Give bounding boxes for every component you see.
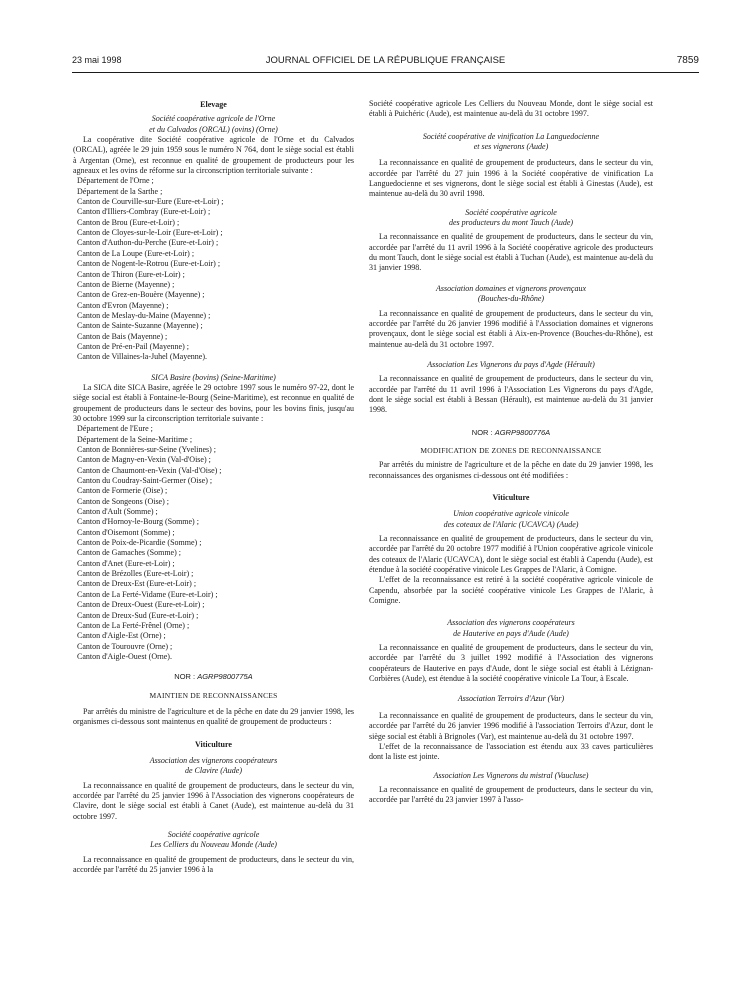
nor-code-2: AGRP9800776A <box>494 427 551 437</box>
territory-list-item: Canton de Brou (Eure-et-Loir) ; <box>77 217 180 227</box>
territory-list-item: Canton de Thiron (Eure-et-Loir) ; <box>77 269 185 279</box>
entry-title-tauch-line1: Société coopérative agricole <box>465 207 557 217</box>
entry-title-terroirs-azur: Association Terroirs d'Azur (Var) <box>457 694 565 704</box>
territory-list-item: Canton de Dreux-Sud (Eure-et-Loir) ; <box>77 610 199 620</box>
entry-title-celliers-line1: Société coopérative agricole <box>167 830 260 839</box>
entry-title-celliers-line2: Les Celliers du Nouveau Monde (Aude) <box>150 840 277 850</box>
entry-title-mistral: Association Les Vignerons du mistral (Vaucluse) <box>433 770 589 780</box>
left-column <box>73 100 354 875</box>
header-date: 23 mai 1998 <box>72 55 122 65</box>
paragraph-modification: Par arrêtés du ministre de l'agriculture et de la pêche en date du 29 janvier 1998, les reconnaissances des organismes ci-dessous ont été modifiées : <box>369 460 653 480</box>
territory-list-item: Canton de Courville-sur-Eure (Eure-et-Loir) ; <box>77 197 224 207</box>
territory-list-item: Canton de Dreux-Ouest (Eure-et-Loir) ; <box>77 600 205 610</box>
nor-label-2: NOR : <box>471 427 495 437</box>
entry-title-ucavca-line1: Union coopérative agricole vinicole <box>453 509 569 519</box>
territory-list-item: Canton de Grez-en-Bouère (Mayenne) ; <box>77 290 205 300</box>
entry-title-clavire-line1: Association des vignerons coopérateurs <box>149 755 278 765</box>
nor-reference-2 <box>369 428 653 438</box>
territory-list-item: Canton d'Aigle-Ouest (Orne). <box>77 651 172 661</box>
paragraph-celliers-continued: Société coopérative agricole Les Celliers du Nouveau Monde, dont le siège social est établi à Puichéric (Aude), est maintenue au-delà du 31 octobre 1997. <box>369 99 653 119</box>
paragraph-ucavca-1: La reconnaissance en qualité de groupement de producteurs, dans le secteur du vin, accordée par l'arrêté du 20 octobre 1977 modifié à l'Union coopérative agricole vinicole des coteaux de l'Alaric (UCAVCA), dont le siège social est établi à Capendu (Aude), est étendue à la société coopérative vinicole Les Grappes de l'Alaric, à Comigne. <box>369 534 653 575</box>
territory-list-item: Canton d'Hornoy-le-Bourg (Somme) ; <box>77 517 199 527</box>
paragraph-clavire: La reconnaissance en qualité de groupement de producteurs, dans le secteur du vin, accordée par l'arrêté du 25 janvier 1996 à l'Association des vignerons coopérateurs de Clavire, dont le siège social est établi à Canet (Aude), est maintenue au-delà du 31 octobre 1997. <box>73 780 354 821</box>
paragraph-ucavca-2: L'effet de la reconnaissance est retiré à la société coopérative agricole vinicole de Capendu, absorbée par la société coopérative vinicole Les Grappes de l'Alaric, à Comigne. <box>369 575 653 606</box>
territory-list-item: Canton de Formerie (Oise) ; <box>77 486 168 496</box>
entry-title-agde: Association Les Vignerons du pays d'Agde (Hérault) <box>427 359 595 369</box>
paragraph-languedocienne: La reconnaissance en qualité de groupement de producteurs, dans le secteur du vin, accordée par l'arrêté du 27 juin 1996 à la Société coopérative de vinification La Languedocienne et ses vignerons, dont le siège social est établi à Ginestas (Aude), est maintenue au-delà du 30 avril 1998. <box>369 158 653 199</box>
paragraph-terroirs-azur-1: La reconnaissance en qualité de groupement de producteurs, dans le secteur du vin, accordée par l'arrêté du 26 janvier 1996 modifié à l'association Terroirs d'Azur, dont le siège social est établi à Brignoles (Var), est maintenue au-delà du 31 octobre 1997. <box>369 710 653 741</box>
territory-list-item: Canton d'Illiers-Combray (Eure-et-Loir) ; <box>77 207 211 217</box>
right-column <box>369 99 653 806</box>
entry-title-languedocienne-line2: et ses vignerons (Aude) <box>473 142 549 152</box>
territory-list-item: Canton de Tourouvre (Orne) ; <box>77 641 173 651</box>
territory-list-item: Canton de La Ferté-Vidame (Eure-et-Loir) ; <box>77 589 218 599</box>
paragraph-celliers: La reconnaissance en qualité de groupement de producteurs, dans le secteur du vin, accordée par l'arrêté du 25 janvier 1996 à la <box>73 854 354 875</box>
territory-list-item: Canton de Bonnières-sur-Seine (Yvelines) ; <box>77 445 217 454</box>
territory-list-item: Canton de Dreux-Est (Eure-et-Loir) ; <box>77 579 197 589</box>
section-heading-elevage: Elevage <box>200 100 227 109</box>
territory-list-item: Canton de Poix-de-Picardie (Somme) ; <box>77 538 202 548</box>
territory-list-item: Canton de Cloyes-sur-le-Loir (Eure-et-Loir) ; <box>77 228 223 238</box>
territory-list-item: Canton de Brézolles (Eure-et-Loir) ; <box>77 569 194 579</box>
entry-title-hauterive-line2: de Hauterive en pays d'Aude (Aude) <box>453 628 569 638</box>
nor-code: AGRP9800775A <box>197 672 253 682</box>
territory-list-item: Canton de Chaumont-en-Vexin (Val-d'Oise) ; <box>77 465 222 475</box>
section-heading-viticulture-2: Viticulture <box>492 492 530 502</box>
territory-list-item: Canton de Magny-en-Vexin (Val-d'Oise) ; <box>77 455 211 465</box>
entry-title-sica-basire: SICA Basire (bovins) (Seine-Maritime) <box>151 372 276 382</box>
paragraph-agde: La reconnaissance en qualité de groupement de producteurs, dans le secteur du vin, accordée par l'arrêté du 11 avril 1996 à l'Association Les Vignerons du pays d'Agde, dont le siège social est établi à Bessan (Hérault), est maintenue au-delà du 31 janvier 1998. <box>369 374 653 415</box>
territory-list-item: Canton d'Aigle-Est (Orne) ; <box>77 631 166 641</box>
territory-list-item: Canton de Bais (Mayenne) ; <box>77 331 168 341</box>
paragraph-sica-basire: La SICA dite SICA Basire, agréée le 29 octobre 1997 sous le numéro 97-22, dont le siège social est établi à Fontaine-le-Bourg (Seine-Maritime), est reconnue en qualité de groupement de producteurs dans le secteur des bovins, pour les bovins finis, jusqu'au 30 octobre 1999 sur la circonscription territoriale suivante : <box>73 382 354 423</box>
territory-list-item: Canton de La Ferté-Frênel (Orne) ; <box>77 620 190 630</box>
paragraph-hauterive: La reconnaissance en qualité de groupement de producteurs, dans le secteur du vin, accordée par l'arrêté du 3 juillet 1992 modifié à l'Association des vignerons coopérateurs de Hauterive en pays d'Aude, dont le siège social est établi à Lézignan-Corbières (Aude), est étendue à la société coopérative vinicole La Tour, à Escale. <box>369 643 653 684</box>
territory-list-item: Département de la Seine-Maritime ; <box>77 434 193 444</box>
paragraph-tauch: La reconnaissance en qualité de groupement de producteurs, dans le secteur du vin, accordée par l'arrêté du 11 avril 1996 à la Société coopérative agricole des producteurs du mont Tauch, dont le siège social est établi à Tuchan (Aude), est maintenue au-delà du 31 janvier 1998. <box>369 232 653 273</box>
territory-list-item: Département de l'Orne ; <box>77 176 154 186</box>
entry-title-ucavca-line2: des coteaux de l'Alaric (UCAVCA) (Aude) <box>443 519 579 529</box>
header-page-number: 7859 <box>676 55 699 66</box>
entry-title-orcal-line1: Société coopérative agricole de l'Orne <box>151 114 276 124</box>
territory-list-item: Canton de Bierne (Mayenne) ; <box>77 279 175 289</box>
territory-list-item: Canton d'Evron (Mayenne) ; <box>77 300 169 310</box>
header-title: JOURNAL OFFICIEL DE LA RÉPUBLIQUE FRANÇAISE <box>265 55 506 66</box>
territory-list-item: Canton de Gamaches (Somme) ; <box>77 548 181 558</box>
section-heading-modification: MODIFICATION DE ZONES DE RECONNAISSANCE <box>420 445 602 455</box>
paragraph-mistral: La reconnaissance en qualité de groupement de producteurs, dans le secteur du vin, accordée par l'arrêté du 23 janvier 1997 à l'asso- <box>369 784 653 805</box>
section-heading-viticulture: Viticulture <box>195 739 232 749</box>
territory-list-item: Département de l'Eure ; <box>77 424 153 434</box>
entry-title-clavire-line2: de Clavire (Aude) <box>184 766 242 776</box>
entry-title-orcal-line2: et du Calvados (ORCAL) (ovins) (Orne) <box>149 124 278 134</box>
entry-title-provencaux-line1: Association domaines et vignerons provençaux <box>435 283 587 293</box>
territory-list-item: Canton du Coudray-Saint-Germer (Oise) ; <box>77 476 213 486</box>
territory-list-item: Département de la Sarthe ; <box>77 186 163 196</box>
entry-title-provencaux-line2: (Bouches-du-Rhône) <box>477 294 545 304</box>
territory-list-item: Canton de Meslay-du-Maine (Mayenne) ; <box>77 310 211 320</box>
territory-list-orcal <box>73 176 354 362</box>
territory-list-item: Canton d'Ault (Somme) ; <box>77 507 158 517</box>
territory-list-item: Canton d'Anet (Eure-et-Loir) ; <box>77 558 175 568</box>
territory-list-item: Canton de Nogent-le-Rotrou (Eure-et-Loir) ; <box>77 259 221 269</box>
territory-list-item: Canton de Sainte-Suzanne (Mayenne) ; <box>77 321 203 331</box>
paragraph-maintien: Par arrêtés du ministre de l'agriculture et de la pêche en date du 29 janvier 1998, les organismes ci-dessous sont maintenus en qualité de groupement de producteurs : <box>73 706 354 727</box>
territory-list-sica <box>73 424 354 662</box>
territory-list-item: Canton de Pré-en-Pail (Mayenne) ; <box>77 341 189 351</box>
section-heading-maintien: MAINTIEN DE RECONNAISSANCES <box>149 690 278 700</box>
nor-label: NOR : <box>174 672 198 682</box>
nor-reference <box>73 672 354 682</box>
header-rule <box>72 72 699 73</box>
paragraph-terroirs-azur-2: L'effet de la reconnaissance de l'association est étendu aux 33 caves particulières dont la liste est jointe. <box>369 741 653 762</box>
entry-title-hauterive-line1: Association des vignerons coopérateurs <box>447 618 575 628</box>
territory-list-item: Canton de Villaines-la-Juhel (Mayenne). <box>77 352 207 362</box>
territory-list-item: Canton d'Authon-du-Perche (Eure-et-Loir) ; <box>77 238 219 248</box>
territory-list-item: Canton d'Oisemont (Somme) ; <box>77 527 175 537</box>
territory-list-item: Canton de Songeons (Oise) ; <box>77 496 169 506</box>
entry-title-tauch-line2: des producteurs du mont Tauch (Aude) <box>448 218 574 228</box>
territory-list-item: Canton de La Loupe (Eure-et-Loir) ; <box>77 248 195 258</box>
page-header <box>72 55 699 71</box>
paragraph-orcal: La coopérative dite Société coopérative agricole de l'Orne et du Calvados (ORCAL), agréée le 29 juin 1959 sous le numéro N 764, dont le siège social est établi à Argentan (Orne), est reconnue en qualité de groupement de producteurs pour les agneaux et les ovins de réforme sur la circonscription territoriale suivante : <box>73 135 354 176</box>
entry-title-languedocienne-line1: Société coopérative de vinification La Languedocienne <box>422 131 600 141</box>
paragraph-provencaux: La reconnaissance en qualité de groupement de producteurs, dans le secteur du vin, accordée par l'arrêté du 26 janvier 1996 modifié à l'Association domaines et vignerons provençaux, dont le siège social est établi à Aix-en-Provence (Bouches-du-Rhône), est maintenue au-delà du 31 octobre 1997. <box>369 308 653 349</box>
